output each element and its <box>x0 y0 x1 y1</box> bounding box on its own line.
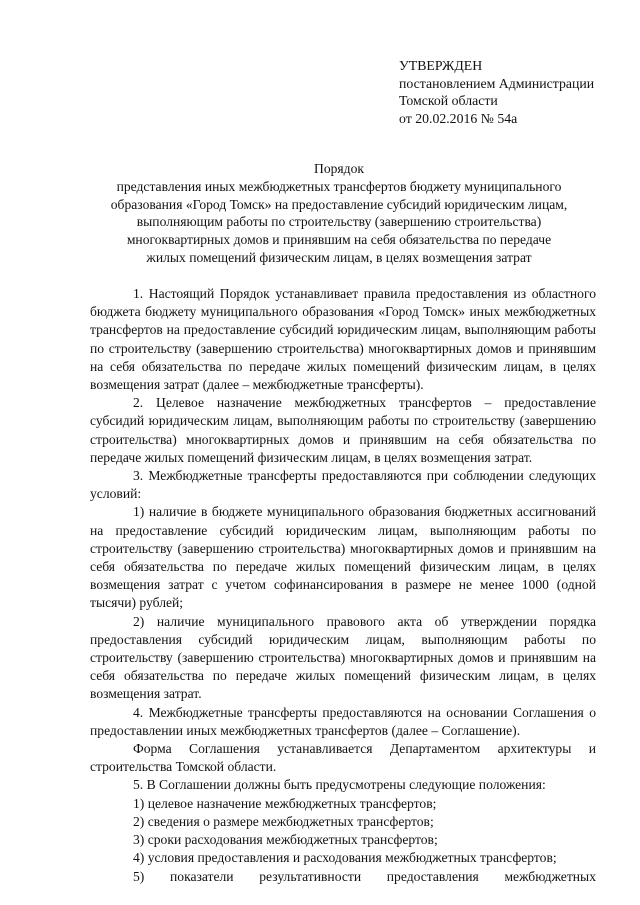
paragraph-4-form: Форма Соглашения устанавливается Департаментом архитектуры и строительства Томской области. <box>90 741 596 775</box>
paragraph-5: 5. В Соглашении должны быть предусмотрены следующие положения: <box>133 777 546 793</box>
document-body <box>90 285 596 886</box>
paragraph-1: 1. Настоящий Порядок устанавливает правила предоставления из областного бюджета бюджету муниципального образования «Город Томск» иных межбюджетных трансфертов на предоставление субсидий юридическим лицам, выполняющим работы по строительству (завершению строительства) многоквартирных домов и принявшим на себя обязательства по передаче жилых помещений физическим лицам, в целях возмещения затрат (далее – межбюджетные трансферты). <box>90 286 596 393</box>
title-line: многоквартирных домов и принявшим на себя обязательства по передаче <box>126 232 552 248</box>
title-line: представления иных межбюджетных трансфертов бюджету муниципального <box>116 178 562 194</box>
title-line: образования «Город Томск» на предоставление субсидий юридическим лицам, <box>110 196 568 212</box>
approval-region: Томской области <box>399 93 498 109</box>
title-line: Порядок <box>314 161 364 176</box>
title-line: выполняющим работы по строительству (завершению строительства) <box>136 214 542 230</box>
paragraph-5-item-1: 1) целевое назначение межбюджетных трансфертов; <box>133 795 437 811</box>
paragraph-3: 3. Межбюджетные трансферты предоставляются при соблюдении следующих условий: <box>90 468 596 502</box>
paragraph-5-item-3: 3) сроки расходования межбюджетных трансфертов; <box>133 832 438 848</box>
paragraph-5-item-4: 4) условия предоставления и расходования межбюджетных трансфертов; <box>133 850 557 866</box>
paragraph-3-item-2: 2) наличие муниципального правового акта об утверждении порядка предоставления субсидий юридическим лицам, выполняющим работы по строительству (завершению строительства) многоквартирных домов и принявшим на себя обязательства по передаче жилых помещений физическим лицам, в целях возмещения затрат. <box>90 613 596 702</box>
document-title <box>60 160 618 267</box>
title-line: жилых помещений физическим лицам, в целях возмещения затрат <box>146 249 532 265</box>
paragraph-4: 4. Межбюджетные трансферты предоставляются на основании Соглашения о предоставлении иных межбюджетных трансфертов (далее – Соглашение). <box>90 704 596 738</box>
approval-stamp <box>399 57 594 127</box>
paragraph-5-item-5: 5) показатели результативности предоставления межбюджетных <box>133 868 596 884</box>
approval-heading: УТВЕРЖДЕН <box>399 58 483 73</box>
paragraph-2: 2. Целевое назначение межбюджетных трансфертов – предоставление субсидий юридическим лицам, выполняющим работы по строительству (завершению строительства) многоквартирных домов и принявшим на себя обязательства по передаче жилых помещений физическим лицам, в целях возмещения затрат. <box>90 395 596 465</box>
paragraph-3-item-1: 1) наличие в бюджете муниципального образования бюджетных ассигнований на предоставление субсидий юридическим лицам, выполняющим работы по строительству (завершению строительства) многоквартирных домов и принявшим на себя обязательства по передаче жилых помещений физическим лицам, в целях возмещения затрат с учетом софинансирования в размере не менее 1000 (одной тысячи) рублей; <box>90 504 596 611</box>
approval-date-number: от 20.02.2016 № 54а <box>399 110 518 126</box>
paragraph-5-item-2: 2) сведения о размере межбюджетных трансфертов; <box>133 813 434 829</box>
approval-decree: постановлением Администрации <box>399 75 595 91</box>
